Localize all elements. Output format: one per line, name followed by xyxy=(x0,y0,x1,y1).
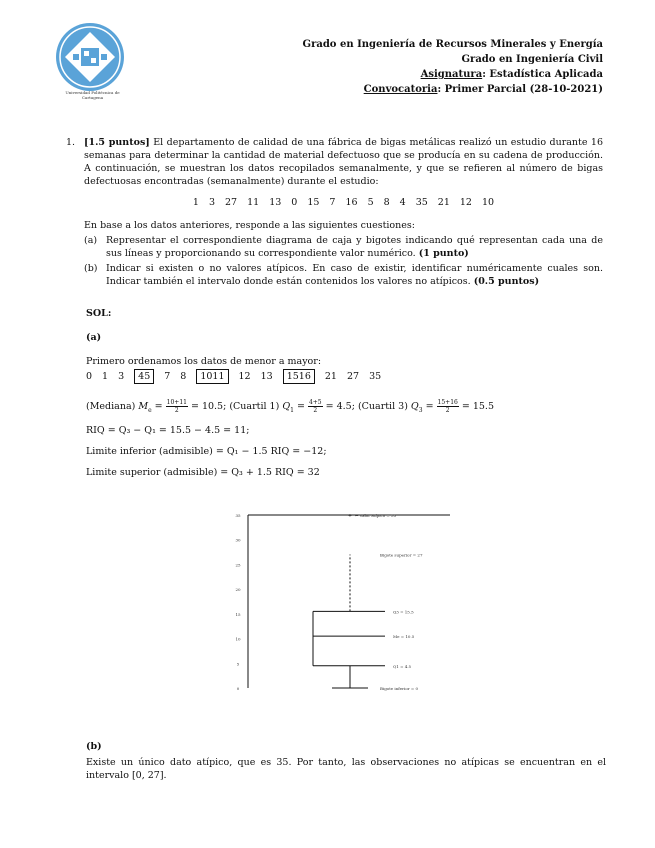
annotation-q3: Q3 = 15.5 xyxy=(393,609,414,615)
asignatura-value: : Estadística Aplicada xyxy=(482,69,603,80)
sol-label: SOL: xyxy=(86,308,112,319)
me-symbol: M xyxy=(138,401,149,412)
data-value: 13 xyxy=(269,197,282,208)
annotation-lower: Bigote inferior = 0 xyxy=(380,686,419,691)
sorted-value: 16 xyxy=(298,371,311,382)
data-value: 1 xyxy=(192,197,199,208)
question-item-a xyxy=(84,234,603,260)
limit-lower-line: Limite inferior (admisible) = Q₁ − 1.5 RIQ = −12; xyxy=(86,446,327,457)
question-number: 1. xyxy=(66,137,76,148)
me-result: = 10.5; xyxy=(187,401,230,412)
data-value: 10 xyxy=(481,197,495,208)
q1-symbol: Q xyxy=(282,401,291,412)
header-degree-2: Grado en Ingeniería Civil xyxy=(461,54,603,65)
part-b-label: (b) xyxy=(86,741,102,752)
header-degree-1: Grado en Ingeniería de Recursos Minerales y Energía xyxy=(302,39,603,50)
item-text: Representar el correspondiente diagrama de caja y bigotes indicando qué representan cada una de sus líneas y proporcionando su correspondiente valor numérico. xyxy=(106,235,603,259)
y-tick-label: 15 xyxy=(235,611,241,617)
sorted-value: 13 xyxy=(260,371,273,382)
y-tick-label: 5 xyxy=(236,661,240,667)
q3-fraction: $\frac{15+16}{2}$ xyxy=(437,399,458,414)
me-sub: e xyxy=(148,406,152,414)
median-quartiles-line xyxy=(86,399,606,417)
sorted-value: 1 xyxy=(102,371,109,382)
y-tick-label: 30 xyxy=(235,537,241,543)
asignatura-label: Asignatura xyxy=(420,69,483,80)
sorted-value: 15 xyxy=(286,371,299,382)
annotation-outlier: ← Valor atípico = 35 xyxy=(355,513,397,518)
sorted-value: 21 xyxy=(324,371,337,382)
data-value: 21 xyxy=(437,197,450,208)
data-value: 3 xyxy=(208,197,215,208)
data-value: 35 xyxy=(415,197,428,208)
data-value: 27 xyxy=(225,197,238,208)
sorted-value: 8 xyxy=(180,371,187,382)
y-tick-label: 20 xyxy=(235,587,241,593)
boxed-pair xyxy=(196,369,228,384)
university-logo xyxy=(55,22,125,92)
boxed-pair xyxy=(134,369,154,384)
question-prompt: En base a los datos anteriores, responde a las siguientes cuestiones: xyxy=(84,220,415,231)
annotation-median: Me = 10.5 xyxy=(393,634,415,640)
q3-label: (Cuartil 3) xyxy=(357,401,411,412)
data-value: 8 xyxy=(383,197,390,208)
outlier-point: + xyxy=(347,513,353,519)
boxed-pair xyxy=(283,369,315,384)
mediana-label: (Mediana) xyxy=(86,401,139,412)
y-tick-label: 10 xyxy=(235,636,241,642)
sorted-value: 12 xyxy=(238,371,251,382)
sorted-value: 5 xyxy=(144,371,151,382)
y-tick-label: 35 xyxy=(235,513,241,518)
question-text: El departamento de calidad de una fábrica de bigas metálicas realizó un estudio durante 16 semanas para determinar la cantidad de material defectuoso que se producía en su cadena de producción. A continuación, se muestran los datos recopilados semanalmente, y que se refieren al número de bigas defectuosas encontradas (semanalmente) durante el estudio: xyxy=(84,137,603,187)
sorted-value: 7 xyxy=(164,371,171,382)
q3-sub: 3 xyxy=(418,406,423,414)
sorted-data-row xyxy=(86,369,606,384)
q1-sub: 1 xyxy=(290,406,294,414)
data-value: 4 xyxy=(399,197,406,208)
annotation-upper: Bigote superior = 27 xyxy=(380,552,423,558)
box-plot-chart xyxy=(225,505,465,700)
order-text: Primero ordenamos los datos de menor a mayor: xyxy=(86,356,322,367)
y-tick-label: 25 xyxy=(235,562,241,568)
limit-upper-line: Limite superior (admisible) = Q₃ + 1.5 RIQ = 32 xyxy=(86,467,320,478)
y-tick-label: 0 xyxy=(236,686,240,691)
q1-result: = 4.5; xyxy=(322,401,358,412)
q3-symbol: Q xyxy=(410,401,419,412)
q1-label: (Cuartil 1) xyxy=(229,401,283,412)
header-subject xyxy=(303,67,603,82)
eq: = xyxy=(293,401,308,412)
q3-result: = 15.5 xyxy=(458,401,494,412)
question-item-b xyxy=(84,262,603,288)
item-label: (b) xyxy=(84,263,98,274)
data-value: 11 xyxy=(247,197,260,208)
document-header xyxy=(303,37,603,97)
sorted-value: 3 xyxy=(118,371,125,382)
sorted-value: 27 xyxy=(346,371,360,382)
data-value: 7 xyxy=(329,197,336,208)
question-1 xyxy=(66,136,603,288)
question-statement xyxy=(84,136,603,188)
question-points: [1.5 puntos] xyxy=(84,137,150,148)
eq: = xyxy=(151,401,166,412)
convocatoria-value: : Primer Parcial (28-10-2021) xyxy=(437,84,603,95)
data-value: 0 xyxy=(291,197,298,208)
riq-line: RIQ = Q₃ − Q₁ = 15.5 − 4.5 = 11; xyxy=(86,425,250,436)
part-a-label: (a) xyxy=(86,332,102,343)
annotation-q1: Q1 = 4.5 xyxy=(393,663,412,669)
header-exam xyxy=(303,82,603,97)
data-value: 5 xyxy=(367,197,374,208)
data-value: 12 xyxy=(459,197,472,208)
item-label: (a) xyxy=(84,235,98,246)
q1-fraction: $\frac{4+5}{2}$ xyxy=(308,399,322,414)
sorted-value: 11 xyxy=(212,371,225,382)
part-b-text: Existe un único dato atípico, que es 35. Por tanto, las observaciones no atípicas se encuentran en el intervalo [0, 27]. xyxy=(86,757,606,781)
convocatoria-label: Convocatoria xyxy=(363,84,438,95)
sorted-value: 35 xyxy=(369,371,382,382)
data-value: 16 xyxy=(345,197,358,208)
item-points: (1 punto) xyxy=(418,248,469,259)
logo-caption: Universidad Politécnica de Cartagena xyxy=(65,90,120,100)
question-data-row xyxy=(84,196,603,209)
data-value: 15 xyxy=(307,197,320,208)
item-points: (0.5 puntos) xyxy=(473,276,540,287)
sorted-value: 4 xyxy=(138,371,145,382)
sorted-value: 10 xyxy=(200,371,213,382)
eq: = xyxy=(422,401,437,412)
item-text: Indicar si existen o no valores atípicos. En caso de existir, identificar numéricamente cuales son. Indicar también el intervalo donde están contenidos los valores no atípicos. xyxy=(106,263,603,287)
sorted-value: 0 xyxy=(86,371,93,382)
me-fraction: $\frac{10+11}{2}$ xyxy=(166,399,187,414)
